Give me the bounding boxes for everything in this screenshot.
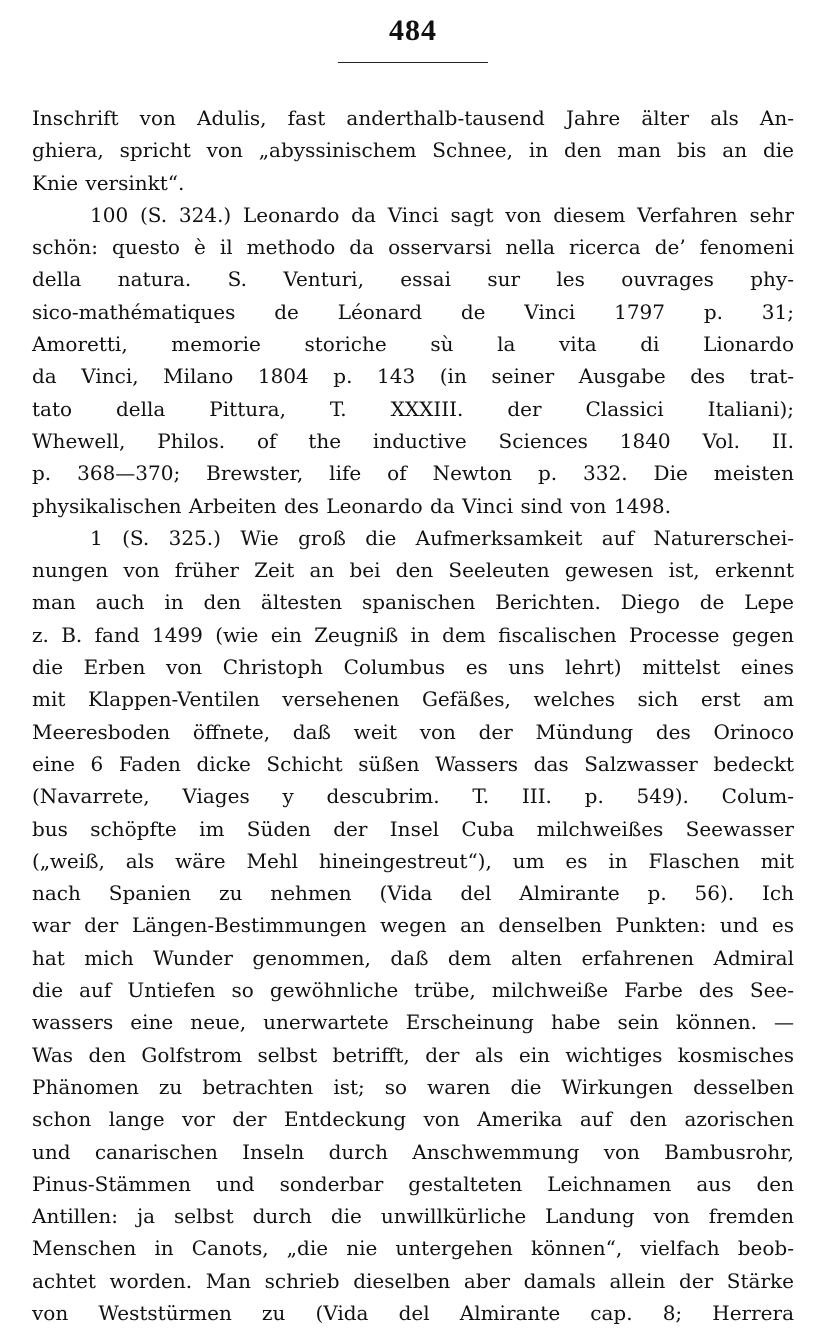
text-line: schön: questo è il methodo da osservarsi nella ricerca de’ fenomeni (32, 235, 794, 260)
text-line: und canarischen Inseln durch Anschwemmung von Bambusrohr, (32, 1139, 794, 1164)
text-line: war der Längen-Bestimmungen wegen an denselben Punkten: und es (32, 913, 794, 938)
text-line: nungen von früher Zeit an bei den Seeleuten gewesen ist, erkennt (32, 558, 794, 583)
text-line: mit Klappen-Ventilen versehenen Gefäßes, welches sich erst am (32, 687, 794, 712)
text-line: tato della Pittura, T. XXXIII. der Classici Italiani); (32, 396, 794, 421)
text-line: p. 368—370; Brewster, life of Newton p. 332. Die meisten (32, 461, 794, 486)
document-page (32, 14, 794, 1325)
text-line: von Weststürmen zu (Vida del Almirante cap. 8; Herrera (32, 1300, 794, 1325)
text-line: Menschen in Canots, „die nie untergehen können“, vielfach beob- (32, 1236, 794, 1261)
body-text (32, 102, 794, 1329)
text-line: eine 6 Faden dicke Schicht süßen Wassers das Salzwasser bedeckt (32, 751, 794, 776)
text-line: Was den Golfstrom selbst betrifft, der als ein wichtiges kosmisches (32, 1042, 794, 1067)
page-number: 484 (389, 14, 437, 47)
text-line: achtet worden. Man schrieb dieselben aber damals allein der Stärke (32, 1268, 794, 1293)
text-line: („weiß, als wäre Mehl hineingestreut“), um es in Flaschen mit (32, 848, 794, 873)
text-line: die auf Untiefen so gewöhnliche trübe, milchweiße Farbe des See- (32, 978, 794, 1003)
text-line: man auch in den ältesten spanischen Berichten. Diego de Lepe (32, 590, 794, 615)
text-line: hat mich Wunder genommen, daß dem alten erfahrenen Admiral (32, 945, 794, 970)
footnote-start-line: 100 (S. 324.) Leonardo da Vinci sagt von diesem Verfahren sehr (90, 202, 794, 227)
text-line: Phänomen zu betrachten ist; so waren die Wirkungen desselben (32, 1074, 794, 1099)
text-line: physikalischen Arbeiten des Leonardo da Vinci sind von 1498. (32, 493, 671, 518)
text-line: die Erben von Christoph Columbus es uns lehrt) mittelst eines (32, 655, 794, 680)
header-rule (338, 62, 488, 63)
text-line: z. B. fand 1499 (wie ein Zeugniß in dem fiscalischen Processe gegen (32, 622, 794, 647)
text-line: Knie versinkt“. (32, 170, 185, 195)
text-line: schon lange vor der Entdeckung von Amerika auf den azorischen (32, 1107, 794, 1132)
text-line: Amoretti, memorie storiche sù la vita di Lionardo (32, 332, 794, 357)
text-line: sico-mathématiques de Léonard de Vinci 1797 p. 31; (32, 299, 794, 324)
text-line: Meeresboden öffnete, daß weit von der Mündung des Orinoco (32, 719, 794, 744)
text-line: wassers eine neue, unerwartete Erscheinung habe sein können. — (32, 1010, 794, 1035)
text-line: Antillen: ja selbst durch die unwillkürliche Landung von fremden (32, 1204, 794, 1229)
text-line: Pinus-Stämmen und sonderbar gestalteten Leichnamen aus den (32, 1171, 794, 1196)
text-line: da Vinci, Milano 1804 p. 143 (in seiner Ausgabe des trat- (32, 364, 794, 389)
text-line: nach Spanien zu nehmen (Vida del Almirante p. 56). Ich (32, 881, 794, 906)
footnote-start-line: 1 (S. 325.) Wie groß die Aufmerksamkeit auf Naturerschei- (90, 525, 794, 550)
text-line: bus schöpfte im Süden der Insel Cuba milchweißes Seewasser (32, 816, 794, 841)
text-line: ghiera, spricht von „abyssinischem Schnee, in den man bis an die (32, 138, 794, 163)
text-line: (Navarrete, Viages y descubrim. T. III. p. 549). Colum- (32, 784, 794, 809)
text-line: della natura. S. Venturi, essai sur les ouvrages phy- (32, 267, 794, 292)
text-line: Inschrift von Adulis, fast anderthalb-tausend Jahre älter als An- (32, 106, 794, 130)
text-line: Whewell, Philos. of the inductive Sciences 1840 Vol. II. (32, 428, 794, 453)
